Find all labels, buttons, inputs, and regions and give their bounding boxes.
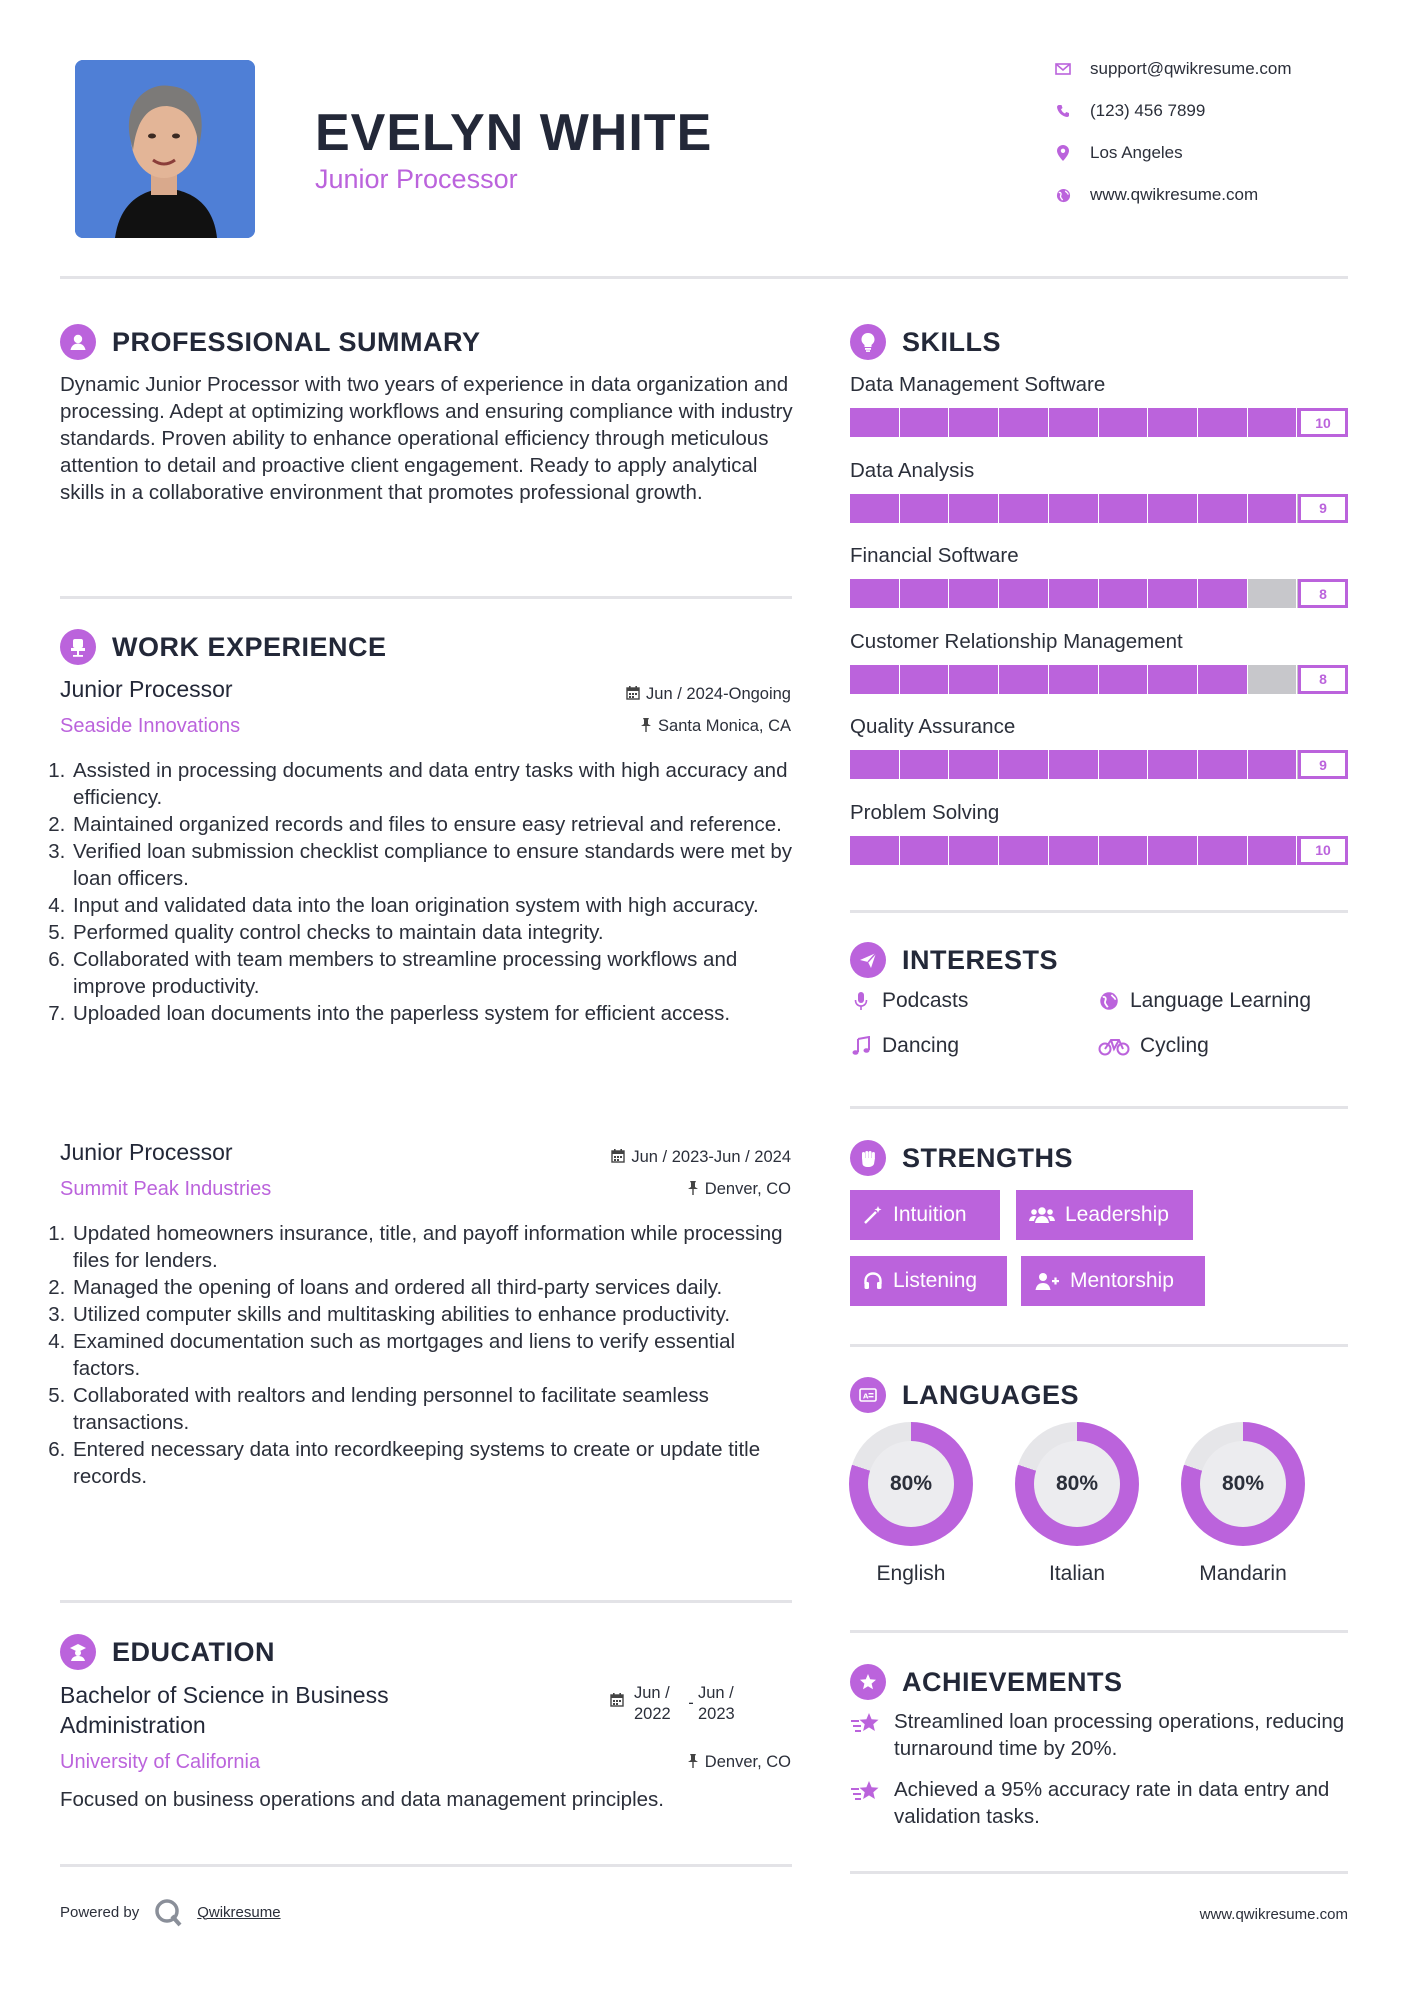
skill-bar-segment — [1198, 408, 1247, 437]
skill-bar-segment — [1248, 836, 1297, 865]
interest-label: Dancing — [882, 1034, 960, 1057]
summary-divider — [60, 596, 792, 599]
list-item: 6. Collaborated with team members to streamline processing workflows and improve productivity. — [71, 946, 798, 1000]
language-name: Italian — [1048, 1562, 1106, 1585]
skill-bar-segment — [1148, 750, 1197, 779]
contact-location — [1052, 141, 1183, 165]
skill-bar-segment — [1248, 665, 1297, 694]
skill-bar-segment — [1198, 836, 1247, 865]
skill-bar-segment — [1248, 750, 1297, 779]
education-dash: - — [688, 1694, 694, 1712]
job-dates — [611, 1148, 791, 1167]
skill-bar-segment — [999, 408, 1048, 437]
education-end: Jun / 2023 — [698, 1684, 735, 1723]
footer-powered-by — [60, 1897, 281, 1927]
skill-bar-segment — [949, 665, 998, 694]
candidate-name: EVELYN WHITE — [315, 104, 713, 162]
skill-bar-segment — [900, 836, 949, 865]
list-item: 1. Assisted in processing documents and data entry tasks with high accuracy and efficiency. — [71, 757, 798, 811]
job-title: Junior Processor — [60, 676, 233, 702]
list-item: 5. Collaborated with realtors and lending personnel to facilitate seamless transactions. — [71, 1382, 798, 1436]
list-item: 5. Performed quality control checks to maintain data integrity. — [71, 919, 798, 946]
contact-website-text: www.qwikresume.com — [1090, 185, 1259, 204]
contact-website[interactable] — [1052, 183, 1258, 207]
degree-name: Bachelor of Science in Business Administration — [60, 1682, 389, 1738]
interests-title: INTERESTS — [902, 944, 1059, 975]
strengths-heading — [850, 1138, 1073, 1178]
calendar-icon — [611, 1149, 625, 1167]
candidate-title: Junior Processor — [315, 164, 518, 194]
user-icon — [60, 324, 96, 360]
skills-title: SKILLS — [902, 326, 1002, 357]
strength-tag-listening — [850, 1256, 1007, 1306]
microphone-icon — [850, 991, 872, 1011]
strength-tag-intuition — [850, 1190, 1000, 1240]
strength-tag-mentorship — [1021, 1256, 1205, 1306]
profile-photo — [75, 60, 255, 238]
footer-url[interactable]: www.qwikresume.com — [1199, 1906, 1348, 1923]
interest-podcasts — [850, 989, 968, 1013]
language-name: Mandarin — [1199, 1562, 1287, 1585]
lightbulb-icon — [850, 324, 886, 360]
achievements-title: ACHIEVEMENTS — [902, 1666, 1123, 1697]
skill-bar-segment — [1049, 579, 1098, 608]
summary-heading — [60, 322, 481, 362]
skill-bar-segment — [1099, 494, 1148, 523]
list-item: 3. Utilized computer skills and multitasking abilities to enhance productivity. — [71, 1301, 798, 1328]
skill-bar-segment — [850, 494, 899, 523]
language-icon — [850, 1377, 886, 1413]
skill-bar-segment — [949, 579, 998, 608]
svg-text:A: A — [863, 1392, 869, 1401]
skill-level-badge: 9 — [1298, 494, 1348, 523]
skill-bar-segment — [1198, 579, 1247, 608]
magic-wand-icon — [863, 1205, 883, 1225]
skill-bar-segment — [1099, 665, 1148, 694]
bicycle-icon — [1098, 1036, 1130, 1056]
skill-bar-segment — [1148, 579, 1197, 608]
skill-name: Data Management Software — [850, 373, 1106, 396]
work-divider — [60, 1600, 792, 1603]
summary-title: PROFESSIONAL SUMMARY — [112, 326, 481, 357]
calendar-icon — [626, 686, 640, 704]
skill-level-badge: 8 — [1298, 665, 1348, 694]
skill-bar-segment — [1148, 665, 1197, 694]
education-divider — [60, 1864, 792, 1867]
powered-by-label: Powered by — [60, 1903, 140, 1921]
skill-bar — [850, 494, 1348, 523]
skill-bar — [850, 750, 1348, 779]
headphones-icon — [863, 1271, 883, 1291]
fist-icon — [850, 1140, 886, 1176]
skill-bar-segment — [900, 579, 949, 608]
skill-name: Problem Solving — [850, 800, 1000, 824]
list-item: 7. Uploaded loan documents into the paperless system for efficient access. — [71, 1000, 798, 1027]
skill-bar-segment — [1099, 836, 1148, 865]
skill-bar — [850, 836, 1348, 865]
work-heading — [60, 627, 387, 667]
contact-phone[interactable] — [1052, 99, 1205, 123]
language-percent: 80% — [1200, 1441, 1286, 1527]
user-plus-icon — [1034, 1271, 1060, 1291]
language-percent: 80% — [868, 1441, 954, 1527]
list-item: 6. Entered necessary data into recordkeeping systems to create or update title records. — [71, 1436, 798, 1490]
skill-bar-segment — [1099, 408, 1148, 437]
list-item: 4. Input and validated data into the loan origination system with high accuracy. — [71, 892, 798, 919]
skill-name: Quality Assurance — [850, 715, 1016, 738]
language-item — [849, 1422, 973, 1586]
interest-label: Podcasts — [882, 989, 969, 1012]
education-title: EDUCATION — [112, 1636, 275, 1667]
strength-tag-leadership — [1016, 1190, 1193, 1240]
skill-bar-segment — [850, 579, 899, 608]
skill-name: Customer Relationship Management — [850, 629, 1183, 653]
globe-icon — [1052, 184, 1074, 206]
language-item — [1015, 1422, 1139, 1586]
skill-bar-segment — [1049, 750, 1098, 779]
interests-heading — [850, 940, 1058, 980]
skill-bar-segment — [999, 579, 1048, 608]
school-name: University of California — [60, 1751, 261, 1773]
skill-name: Financial Software — [850, 544, 1019, 567]
language-item — [1181, 1422, 1305, 1586]
skill-bar — [850, 665, 1348, 694]
strengths-title: STRENGTHS — [902, 1142, 1074, 1173]
location-pin-icon — [1052, 142, 1074, 164]
language-proficiency-ring — [849, 1422, 973, 1546]
language-percent: 80% — [1034, 1441, 1120, 1527]
skill-bar-segment — [1198, 494, 1247, 523]
education-description: Focused on business operations and data management principles. — [60, 1788, 664, 1811]
skill-bar-segment — [900, 665, 949, 694]
qwikresume-link[interactable]: Qwikresume — [197, 1903, 281, 1921]
skill-bar-segment — [900, 408, 949, 437]
skill-bar-segment — [1248, 408, 1297, 437]
briefcase-chair-icon — [60, 629, 96, 665]
skill-level-badge: 10 — [1298, 836, 1348, 865]
achievement-text: Achieved a 95% accuracy rate in data entry and validation tasks. — [894, 1778, 1330, 1828]
header-divider — [60, 276, 1348, 279]
language-proficiency-ring — [1181, 1422, 1305, 1546]
skill-bar-segment — [949, 836, 998, 865]
achievements-heading — [850, 1662, 1123, 1702]
skills-heading — [850, 322, 1001, 362]
achievements-divider — [850, 1871, 1348, 1874]
job-duties-list — [53, 757, 798, 1027]
star-badge-icon — [850, 1664, 886, 1700]
job-title: Junior Processor — [60, 1139, 233, 1165]
strength-label: Mentorship — [1070, 1269, 1174, 1292]
list-item: 3. Verified loan submission checklist compliance to ensure standards were met by loan officers. — [71, 838, 798, 892]
strength-label: Listening — [893, 1269, 978, 1292]
skill-level-badge: 10 — [1298, 408, 1348, 437]
job-location-text: Santa Monica, CA — [658, 717, 791, 735]
contact-email[interactable] — [1052, 57, 1292, 81]
shooting-star-icon — [850, 1708, 882, 1743]
skill-bar-segment — [1099, 579, 1148, 608]
list-item: 2. Managed the opening of loans and ordered all third-party services daily. — [71, 1274, 798, 1301]
skill-bar-segment — [999, 665, 1048, 694]
interest-label: Language Learning — [1130, 989, 1312, 1012]
skill-bar-segment — [900, 494, 949, 523]
calendar-icon — [610, 1693, 624, 1712]
skill-bar-segment — [1148, 836, 1197, 865]
job-dates-text: Jun / 2023-Jun / 2024 — [631, 1148, 791, 1166]
achievement-text: Streamlined loan processing operations, reducing turnaround time by 20%. — [894, 1710, 1345, 1760]
skill-bar — [850, 408, 1348, 437]
skill-bar-segment — [949, 494, 998, 523]
achievement-item — [850, 1776, 1350, 1830]
skill-bar-segment — [949, 408, 998, 437]
interest-dancing — [850, 1034, 959, 1058]
skill-bar-segment — [999, 750, 1048, 779]
skill-bar-segment — [1248, 579, 1297, 608]
contact-phone-text: (123) 456 7899 — [1090, 101, 1206, 120]
skill-bar-segment — [850, 408, 899, 437]
list-item: 2. Maintained organized records and files to ensure easy retrieval and reference. — [71, 811, 798, 838]
languages-divider — [850, 1630, 1348, 1633]
users-icon — [1029, 1205, 1055, 1225]
skill-bar-segment — [1049, 494, 1098, 523]
skill-bar-segment — [850, 750, 899, 779]
paper-plane-icon — [850, 942, 886, 978]
interest-label: Cycling — [1140, 1034, 1209, 1057]
job-location — [687, 1180, 791, 1199]
globe-icon — [1098, 991, 1120, 1011]
languages-heading — [850, 1375, 1079, 1415]
contact-location-text: Los Angeles — [1090, 143, 1183, 162]
skill-bar-segment — [850, 665, 899, 694]
achievement-item — [850, 1708, 1350, 1762]
strengths-divider — [850, 1344, 1348, 1347]
skill-bar-segment — [1198, 750, 1247, 779]
job-location-text: Denver, CO — [704, 1180, 791, 1198]
skill-name: Data Analysis — [850, 458, 975, 482]
strength-label: Leadership — [1065, 1203, 1169, 1226]
skills-divider — [850, 910, 1348, 913]
education-location — [687, 1753, 791, 1772]
skill-bar-segment — [1148, 408, 1197, 437]
language-name: English — [876, 1562, 946, 1585]
skill-bar-segment — [1248, 494, 1297, 523]
music-note-icon — [850, 1036, 872, 1056]
shooting-star-icon — [850, 1776, 882, 1811]
work-title: WORK EXPERIENCE — [112, 631, 387, 662]
graduate-icon — [60, 1634, 96, 1670]
skill-bar-segment — [1049, 836, 1098, 865]
skill-bar-segment — [1148, 494, 1197, 523]
job-company: Seaside Innovations — [60, 715, 241, 737]
job-dates-text: Jun / 2024-Ongoing — [646, 685, 791, 703]
interests-divider — [850, 1106, 1348, 1109]
language-proficiency-ring — [1015, 1422, 1139, 1546]
envelope-icon — [1052, 58, 1074, 80]
education-location-text: Denver, CO — [704, 1753, 791, 1771]
skill-level-badge: 9 — [1298, 750, 1348, 779]
pushpin-icon — [687, 1754, 699, 1772]
qwikresume-logo-icon — [153, 1897, 183, 1927]
education-start: Jun / 2022 — [634, 1684, 671, 1723]
languages-title: LANGUAGES — [902, 1379, 1080, 1410]
skill-bar-segment — [949, 750, 998, 779]
pushpin-icon — [687, 1181, 699, 1199]
skill-bar-segment — [900, 750, 949, 779]
skill-bar-segment — [1099, 750, 1148, 779]
skill-level-badge: 8 — [1298, 579, 1348, 608]
contact-email-text: support@qwikresume.com — [1090, 59, 1292, 78]
skill-bar-segment — [999, 494, 1048, 523]
skill-bar-segment — [1049, 408, 1098, 437]
phone-icon — [1052, 100, 1074, 122]
skill-bar-segment — [999, 836, 1048, 865]
job-company: Summit Peak Industries — [60, 1178, 272, 1200]
job-dates — [626, 685, 791, 704]
list-item: 1. Updated homeowners insurance, title, and payoff information while processing files for lenders. — [71, 1220, 798, 1274]
skill-bar-segment — [850, 836, 899, 865]
skill-bar-segment — [1049, 665, 1098, 694]
summary-text: Dynamic Junior Processor with two years of experience in data organization and processing. Adept at optimizing workflows and ensuring compliance with industry standards. Proven ability to enhance operational efficiency through meticulous attention to detail and proactive client engagement. Ready to apply analytical skills in a collaborative environment that promotes professional growth. — [60, 373, 793, 504]
list-item: 4. Examined documentation such as mortgages and liens to verify essential factors. — [71, 1328, 798, 1382]
interest-cycling — [1098, 1034, 1209, 1058]
job-location — [640, 717, 791, 736]
skill-bar — [850, 579, 1348, 608]
skill-bar-segment — [1198, 665, 1247, 694]
strength-label: Intuition — [893, 1203, 967, 1226]
education-dates — [610, 1683, 748, 1725]
education-heading — [60, 1632, 275, 1672]
job-duties-list — [53, 1220, 798, 1490]
interest-language-learning — [1098, 989, 1311, 1013]
pushpin-icon — [640, 718, 652, 736]
